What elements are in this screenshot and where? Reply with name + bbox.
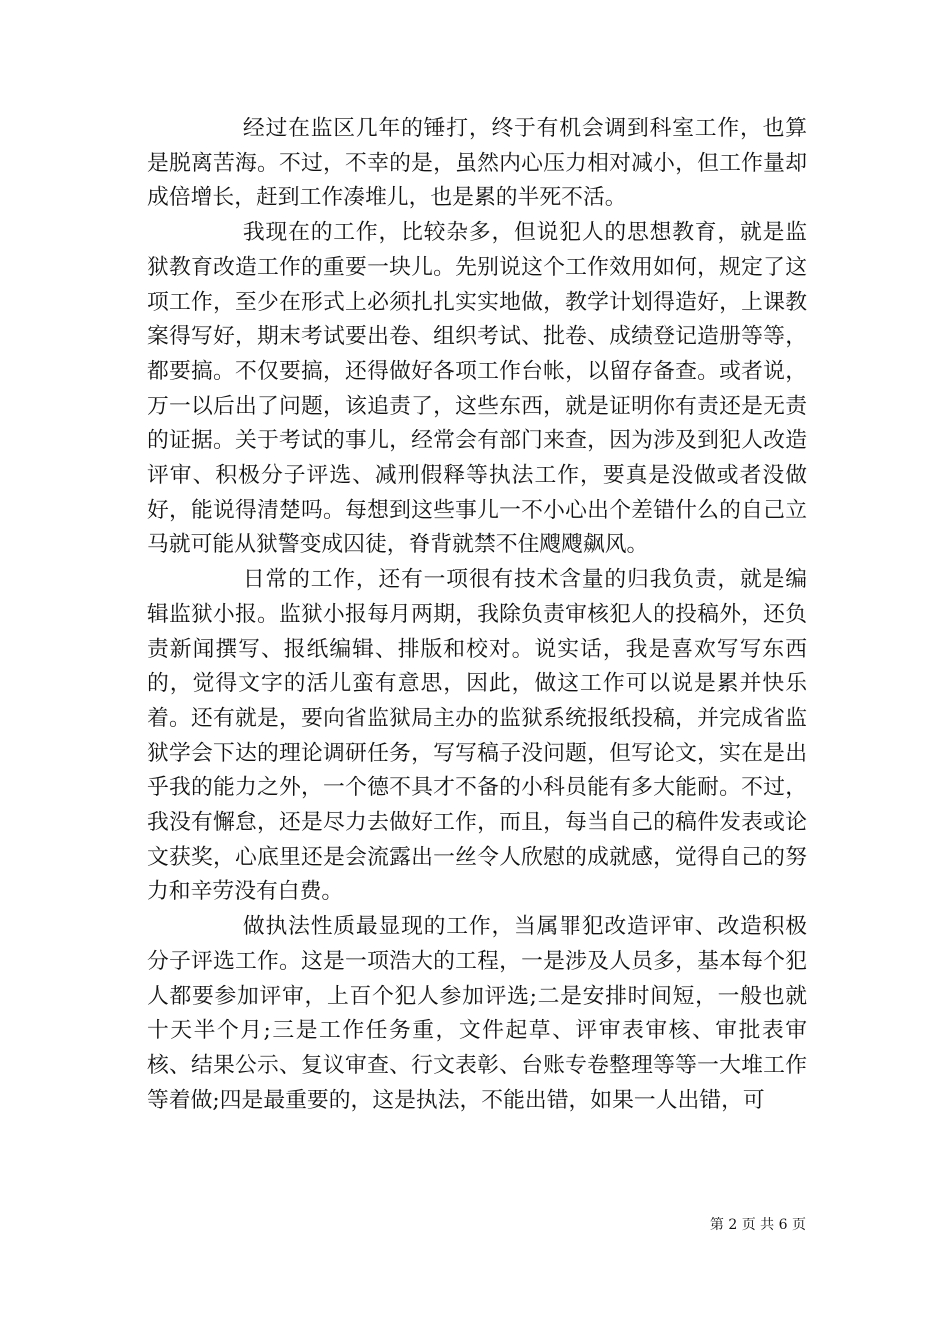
document-body [147, 112, 807, 1118]
paragraph: 经过在监区几年的锤打，终于有机会调到科室工作，也算是脱离苦海。不过，不幸的是，虽然内心压力相对减小，但工作量却成倍增长，赶到工作凑堆儿，也是累的半死不活。 [147, 116, 807, 211]
paragraph: 我现在的工作，比较杂多，但说犯人的思想教育，就是监狱教育改造工作的重要一块儿。先别说这个工作效用如何，规定了这项工作，至少在形式上必须扎扎实实地做，教学计划得造好，上课教案得写好，期末考试要出卷、组织考试、批卷、成绩登记造册等等，都要搞。不仅要搞，还得做好各项工作台帐，以留存备查。或者说，万一以后出了问题，该追责了，这些东西，就是证明你有责还是无责的证据。关于考试的事儿，经常会有部门来查，因为涉及到犯人改造评审、积极分子评选、减刑假释等执法工作，要真是没做或者没做好，能说得清楚吗。每想到这些事儿一不小心出个差错什么的自己立马就可能从狱警变成囚徒，脊背就禁不住飕飕飙风。 [147, 220, 807, 558]
paragraph: 做执法性质最显现的工作，当属罪犯改造评审、改造积极分子评选工作。这是一项浩大的工程，一是涉及人员多，基本每个犯人都要参加评审，上百个犯人参加评选;二是安排时间短，一般也就十天半个月;三是工作任务重，文件起草、评审表审核、审批表审核、结果公示、复议审查、行文表彰、台账专卷整理等等一大堆工作等着做;四是最重要的，这是执法，不能出错，如果一人出错，可 [147, 914, 807, 1113]
page-number-footer: 第 2 页 共 6 页 [709, 1217, 806, 1233]
paragraph: 日常的工作，还有一项很有技术含量的归我负责，就是编辑监狱小报。监狱小报每月两期，我除负责审核犯人的投稿外，还负责新闻撰写、报纸编辑、排版和校对。说实话，我是喜欢写写东西的，觉得文字的活儿蛮有意思，因此，做这工作可以说是累并快乐着。还有就是，要向省监狱局主办的监狱系统报纸投稿，并完成省监狱学会下达的理论调研任务，写写稿子没问题，但写论文，实在是出乎我的能力之外，一个德不具才不备的小科员能有多大能耐。不过，我没有懈怠，还是尽力去做好工作，而且，每当自己的稿件发表或论文获奖，心底里还是会流露出一丝令人欣慰的成就感，觉得自己的努力和辛劳没有白费。 [147, 567, 807, 905]
